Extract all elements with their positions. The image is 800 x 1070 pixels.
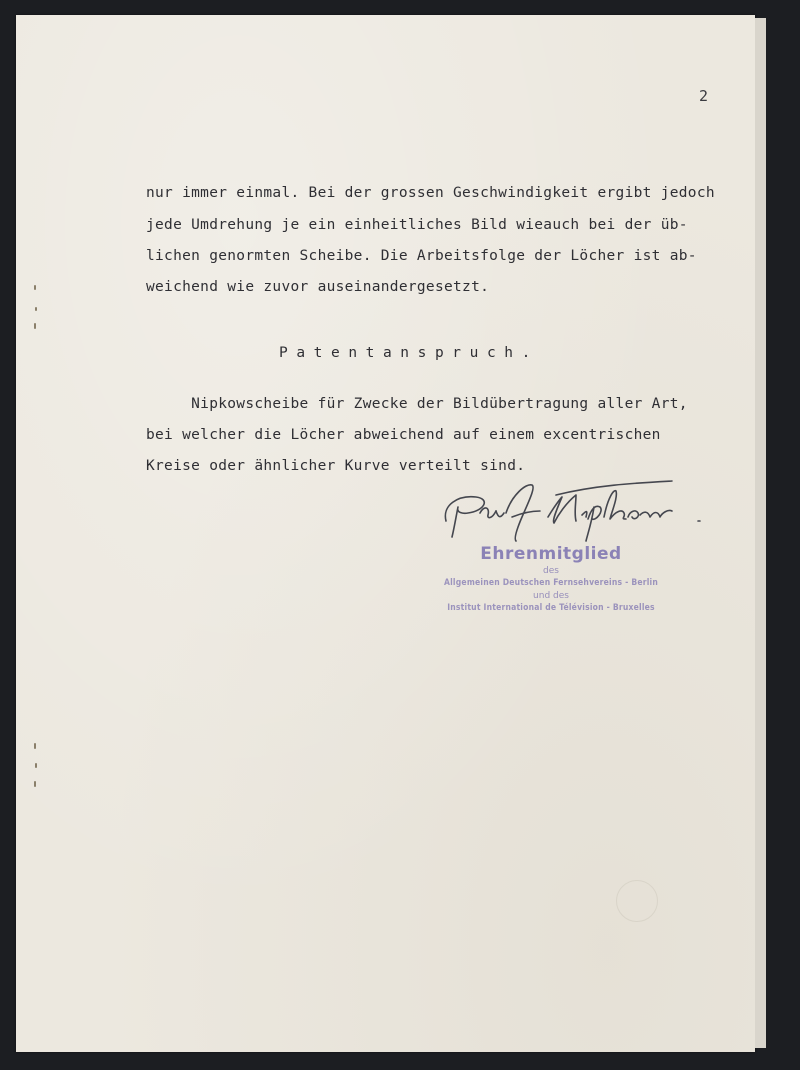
stamp-line-und-des: und des <box>533 591 569 601</box>
document-page <box>16 15 755 1052</box>
paper-blemish <box>616 880 658 922</box>
punch-mark <box>34 781 36 787</box>
body-line-4: weichend wie zuvor auseinandergesetzt. <box>146 279 490 295</box>
body-line-3: lichen genormten Scheibe. Die Arbeitsfolge der Löcher ist ab- <box>146 248 697 264</box>
stamp-line-org-2: Institut International de Télévision - Bruxelles <box>447 603 655 613</box>
claim-line-1: Nipkowscheibe für Zwecke der Bildübertragung aller Art, <box>146 396 688 412</box>
stamp-title: Ehrenmitglied <box>480 544 622 564</box>
punch-mark <box>34 323 36 329</box>
page-number: 2 <box>699 87 709 105</box>
body-line-1: nur immer einmal. Bei der grossen Geschwindigkeit ergibt jedoch <box>146 185 715 201</box>
claim-heading: Patentanspruch. <box>279 345 539 361</box>
punch-mark <box>34 743 36 749</box>
punch-mark <box>35 307 37 311</box>
claim-line-3: Kreise oder ähnlicher Kurve verteilt sind. <box>146 458 526 474</box>
honorary-member-stamp <box>436 543 666 615</box>
punch-mark <box>34 285 36 290</box>
claim-line-2: bei welcher die Löcher abweichend auf einem excentrischen <box>146 427 661 443</box>
body-line-2: jede Umdrehung je ein einheitliches Bild wieauch bei der üb- <box>146 217 688 233</box>
stamp-line-org-1: Allgemeinen Deutschen Fernsehvereins - Berlin <box>444 578 658 588</box>
punch-mark <box>35 763 37 768</box>
underlying-sheet-edge <box>755 18 766 1048</box>
handwritten-signature <box>436 477 726 547</box>
stamp-line-des: des <box>543 566 559 576</box>
